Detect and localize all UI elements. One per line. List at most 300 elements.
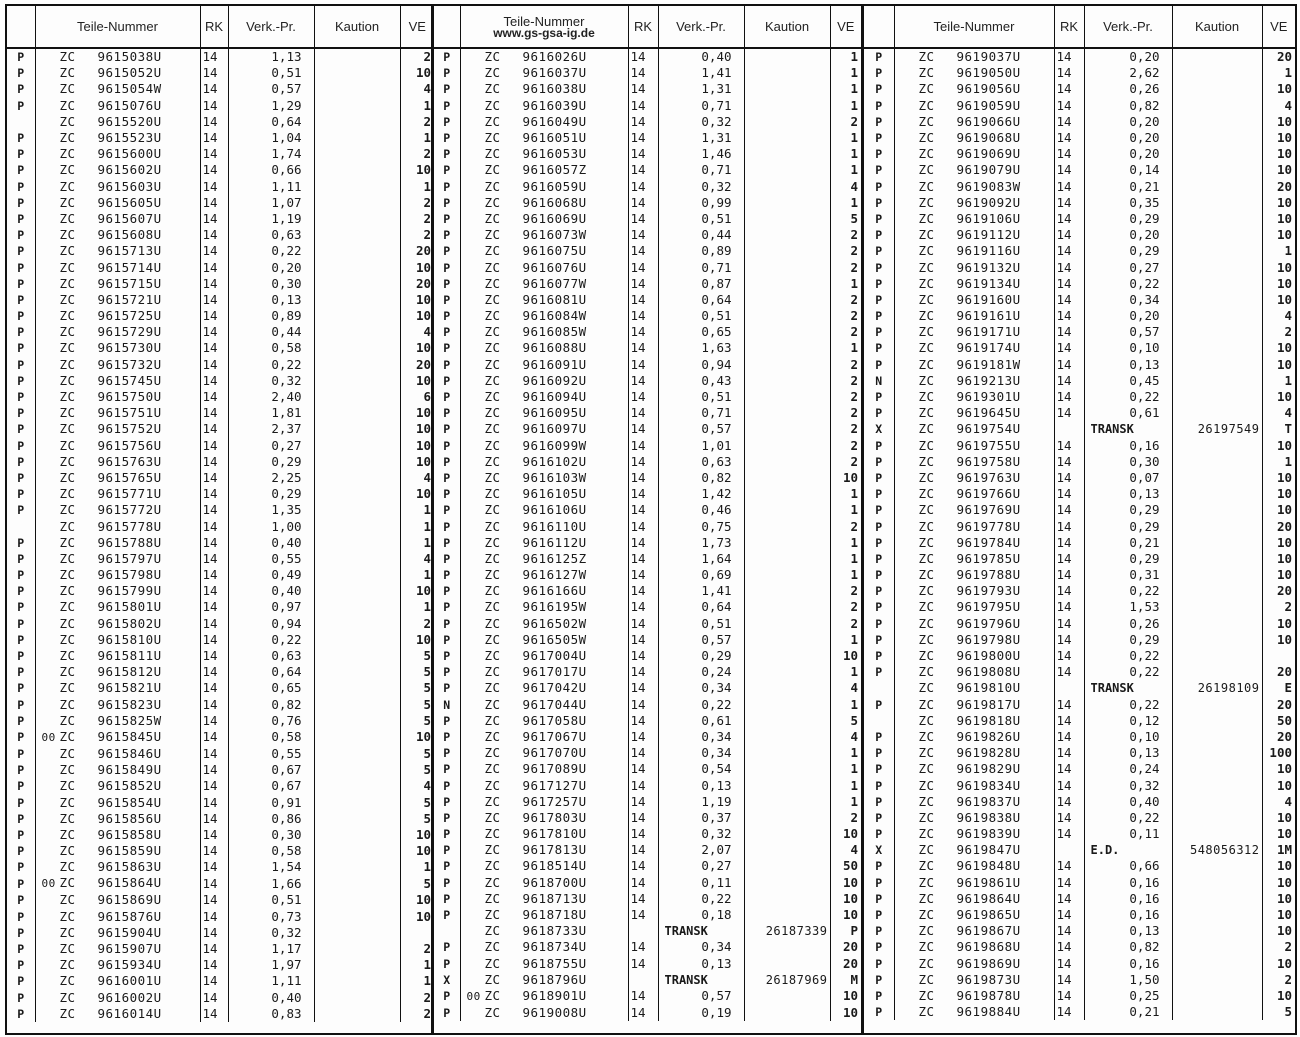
part-number: 9615801U (97, 599, 162, 615)
ve-value: 2 (423, 146, 431, 162)
rk-value: 14 (628, 907, 658, 923)
status-flag: P (434, 211, 460, 227)
price-value: 1,29 (228, 98, 314, 114)
table-row (434, 195, 861, 211)
part-number-cell (460, 454, 628, 470)
part-number-cell (460, 713, 628, 729)
kaution-value (314, 794, 400, 810)
table-row (864, 923, 1295, 939)
price-value: 0,51 (658, 211, 744, 227)
part-number-cell (35, 794, 200, 810)
part-number: 9619810U (956, 680, 1021, 696)
ve-value: 10 (415, 308, 431, 324)
price-value: 0,58 (228, 340, 314, 356)
part-number-cell (894, 777, 1054, 793)
kaution-value (1172, 470, 1262, 486)
part-number: 9617127U (522, 777, 587, 793)
table-row (864, 567, 1295, 583)
rk-value: 14 (628, 745, 658, 761)
price-value: 0,16 (1084, 438, 1172, 454)
status-flag: P (434, 454, 460, 470)
part-number: 9615608U (97, 227, 162, 243)
table-row (7, 794, 434, 810)
table-row (864, 842, 1295, 858)
ve-value: 1 (850, 745, 858, 761)
status-flag: P (434, 794, 460, 810)
part-number-cell (894, 373, 1054, 389)
price-value: 0,10 (1084, 729, 1172, 745)
part-number-cell (35, 259, 200, 275)
part-prefix: 00 (466, 989, 481, 1003)
table-row (7, 179, 434, 195)
part-number-cell (460, 486, 628, 502)
table-row (864, 259, 1295, 275)
ve-value: E (1284, 680, 1292, 696)
part-number: 9619213U (956, 372, 1021, 388)
kaution-value (1172, 826, 1262, 842)
part-number: 9619174U (956, 340, 1021, 356)
kaution-value (314, 308, 400, 324)
part-zc-code: ZC (484, 243, 501, 259)
price-value: 0,20 (1084, 308, 1172, 324)
kaution-value (1172, 891, 1262, 907)
price-value: 2,07 (658, 842, 744, 858)
rk-value: 14 (1054, 907, 1084, 923)
ve-value: 10 (1276, 923, 1292, 939)
status-flag (7, 114, 35, 130)
ve-value: 2 (1284, 939, 1292, 955)
part-number: 9619785U (956, 550, 1021, 566)
price-value: 0,57 (228, 81, 314, 97)
table-row (864, 146, 1295, 162)
rk-value: 14 (200, 680, 228, 696)
part-number: 9618718U (522, 907, 587, 923)
rk-value: 14 (200, 925, 228, 941)
status-flag: P (7, 259, 35, 275)
kaution-value (1172, 357, 1262, 373)
rk-value: 14 (200, 811, 228, 827)
part-number-cell (460, 292, 628, 308)
ve-value: 5 (1284, 1004, 1292, 1020)
part-number-cell (894, 292, 1054, 308)
part-zc-code: ZC (918, 340, 935, 356)
table-row (864, 632, 1295, 648)
kaution-value (1172, 939, 1262, 955)
header-row (434, 6, 861, 48)
part-zc-code: ZC (918, 890, 935, 906)
rk-value: 14 (1054, 470, 1084, 486)
status-flag: P (434, 259, 460, 275)
status-flag: P (434, 745, 460, 761)
rk-value: 14 (628, 162, 658, 178)
status-flag: P (7, 583, 35, 599)
part-number: 9615859U (97, 843, 162, 859)
status-flag (434, 923, 460, 939)
part-number-cell (894, 389, 1054, 405)
status-flag: P (864, 972, 894, 988)
status-flag: P (7, 405, 35, 421)
price-value: 0,67 (228, 778, 314, 794)
rk-value: 14 (200, 892, 228, 908)
rk-value: 14 (200, 599, 228, 615)
rk-value: 14 (628, 567, 658, 583)
part-number: 9619829U (956, 761, 1021, 777)
part-number-cell (894, 276, 1054, 292)
table-row (434, 502, 861, 518)
table-row (864, 324, 1295, 340)
kaution-value (744, 988, 830, 1005)
part-number-cell (460, 697, 628, 713)
kaution-value (1172, 664, 1262, 680)
price-value: 1,41 (658, 583, 744, 599)
part-number: 9619867U (956, 923, 1021, 939)
rk-value: 14 (628, 130, 658, 146)
ve-value: 10 (1276, 227, 1292, 243)
table-row (7, 599, 434, 615)
part-number: 9619161U (956, 308, 1021, 324)
table-row (864, 583, 1295, 599)
part-number-cell (35, 990, 200, 1006)
table-row (7, 941, 434, 957)
kaution-value (314, 909, 400, 925)
table-row (864, 1004, 1295, 1020)
price-value: 0,13 (658, 777, 744, 793)
status-flag: P (434, 340, 460, 356)
table-row (864, 211, 1295, 227)
price-value: 0,97 (228, 599, 314, 615)
status-flag: P (7, 243, 35, 259)
part-number-cell (460, 680, 628, 696)
header-flag (434, 6, 460, 48)
table-row (864, 470, 1295, 486)
ve-value: 1 (850, 130, 858, 146)
part-number-cell (894, 891, 1054, 907)
price-value: 0,13 (658, 956, 744, 972)
part-zc-code: ZC (484, 178, 501, 194)
part-zc-code: ZC (918, 987, 935, 1003)
price-value: 0,34 (658, 745, 744, 761)
status-flag: P (7, 746, 35, 762)
part-number: 9615812U (97, 664, 162, 680)
rk-value: 14 (1054, 891, 1084, 907)
part-zc-code: ZC (59, 486, 76, 502)
table-row (864, 357, 1295, 373)
rk-value: 14 (200, 98, 228, 114)
price-value: 0,21 (1084, 179, 1172, 195)
part-number: 9615797U (97, 550, 162, 566)
price-value: 0,22 (1084, 389, 1172, 405)
table-row (864, 179, 1295, 195)
part-zc-code: ZC (918, 308, 935, 324)
kaution-value (1172, 745, 1262, 761)
part-zc-code: ZC (918, 809, 935, 825)
part-zc-code: ZC (918, 81, 935, 97)
part-zc-code: ZC (59, 1005, 76, 1021)
part-number-cell (894, 842, 1054, 858)
ve-value: 1M (1276, 842, 1292, 858)
part-number-cell (460, 648, 628, 664)
table-row (864, 875, 1295, 891)
part-zc-code: ZC (918, 728, 935, 744)
kaution-value (314, 616, 400, 632)
kaution-value (744, 389, 830, 405)
rk-value: 14 (1054, 130, 1084, 146)
part-number: 9619050U (956, 65, 1021, 81)
status-flag: P (7, 1006, 35, 1022)
part-zc-code: ZC (484, 907, 501, 923)
header-rk: RK (1054, 6, 1084, 48)
part-number: 9615600U (97, 146, 162, 162)
part-zc-code: ZC (59, 275, 76, 291)
ve-value: 2 (850, 583, 858, 599)
part-number: 9616075U (522, 243, 587, 259)
ve-value: 1 (423, 97, 431, 113)
ve-value: 10 (1276, 631, 1292, 647)
kaution-value (314, 98, 400, 114)
price-value: 0,51 (228, 65, 314, 81)
rk-value: 14 (1054, 179, 1084, 195)
status-flag: P (7, 909, 35, 925)
part-zc-code: ZC (484, 356, 501, 372)
ve-value: 10 (415, 892, 431, 908)
rk-value: 14 (200, 389, 228, 405)
table-row (7, 1006, 434, 1022)
table-row (7, 340, 434, 356)
ve-value: 10 (842, 1004, 858, 1020)
status-flag: P (864, 48, 894, 65)
rk-value: 14 (628, 405, 658, 421)
part-number-cell (35, 195, 200, 211)
table-body (864, 48, 1295, 1020)
ve-value: 2 (423, 49, 431, 65)
kaution-value (744, 648, 830, 664)
status-flag: P (434, 583, 460, 599)
part-zc-code: ZC (918, 97, 935, 113)
status-flag: P (864, 276, 894, 292)
part-number-cell (35, 535, 200, 551)
part-zc-code: ZC (918, 923, 935, 939)
status-flag: P (864, 502, 894, 518)
rk-value: 14 (200, 697, 228, 713)
status-flag: P (434, 875, 460, 891)
part-number: 9616125Z (522, 550, 587, 566)
part-zc-code: ZC (918, 696, 935, 712)
status-flag: P (434, 292, 460, 308)
ve-value: 10 (415, 291, 431, 307)
part-zc-code: ZC (484, 113, 501, 129)
table-row (434, 162, 861, 178)
part-number-cell (460, 518, 628, 534)
part-zc-code: ZC (59, 518, 76, 534)
price-value: 0,91 (228, 794, 314, 810)
part-number-cell (460, 729, 628, 745)
price-value: 0,34 (658, 680, 744, 696)
part-number: 9618734U (522, 939, 587, 955)
part-zc-code: ZC (484, 971, 501, 987)
table-row (864, 98, 1295, 114)
part-number: 9616505W (522, 631, 587, 647)
table-row (864, 648, 1295, 664)
section-1 (7, 6, 434, 1033)
ve-value: 2 (850, 421, 858, 437)
rk-value: 14 (200, 746, 228, 762)
kaution-value (1172, 794, 1262, 810)
ve-value: 20 (415, 243, 431, 259)
status-flag: P (7, 957, 35, 973)
price-value: 0,55 (228, 746, 314, 762)
status-flag: P (7, 729, 35, 746)
status-flag: P (7, 421, 35, 437)
ve-value: 10 (1276, 291, 1292, 307)
status-flag: P (7, 81, 35, 97)
part-number: 9615725U (97, 308, 162, 324)
part-number-cell (35, 373, 200, 389)
ve-value: 1 (850, 97, 858, 113)
rk-value: 14 (1054, 810, 1084, 826)
ve-value: 2 (850, 599, 858, 615)
status-flag: P (7, 308, 35, 324)
part-zc-code: ZC (918, 664, 935, 680)
part-zc-code: ZC (484, 745, 501, 761)
part-zc-code: ZC (484, 696, 501, 712)
price-value: 0,22 (1084, 810, 1172, 826)
status-flag: P (864, 761, 894, 777)
price-value: 0,57 (658, 632, 744, 648)
part-zc-code: ZC (484, 648, 501, 664)
part-number: 9615605U (97, 194, 162, 210)
price-value: 1,41 (658, 65, 744, 81)
part-number-cell (460, 308, 628, 324)
part-number: 9617017U (522, 664, 587, 680)
rk-value: 14 (200, 551, 228, 567)
price-value: 0,22 (1084, 664, 1172, 680)
part-number-cell (894, 98, 1054, 114)
table-row (7, 373, 434, 389)
table-row (434, 357, 861, 373)
part-zc-code: ZC (918, 389, 935, 405)
part-number: 9615730U (97, 340, 162, 356)
part-number: 9616049U (522, 113, 587, 129)
ve-value: 10 (1276, 356, 1292, 372)
table-row (434, 761, 861, 777)
ve-value: 10 (1276, 469, 1292, 485)
status-flag: P (7, 324, 35, 340)
ve-value: 10 (1276, 210, 1292, 226)
status-flag: P (434, 308, 460, 324)
part-prefix: 00 (41, 730, 56, 744)
part-number: 9616502W (522, 615, 587, 631)
part-number-cell (460, 438, 628, 454)
table-row (864, 664, 1295, 680)
part-zc-code: ZC (918, 324, 935, 340)
rk-value: 14 (1054, 195, 1084, 211)
part-number-cell (894, 745, 1054, 761)
part-zc-code: ZC (59, 389, 76, 405)
price-value: 0,16 (1084, 956, 1172, 972)
table-row (434, 81, 861, 97)
table-row (7, 389, 434, 405)
ve-value: 10 (1276, 130, 1292, 146)
part-zc-code: ZC (59, 194, 76, 210)
part-number-cell (460, 195, 628, 211)
part-number: 9615602U (97, 162, 162, 178)
part-zc-code: ZC (918, 567, 935, 583)
rk-value: 14 (628, 939, 658, 955)
price-value: 0,51 (228, 892, 314, 908)
status-flag: P (7, 227, 35, 243)
price-value: 0,24 (1084, 761, 1172, 777)
part-number-cell (35, 179, 200, 195)
kaution-value (744, 939, 830, 955)
part-number-cell (460, 794, 628, 810)
part-number: 9619847U (956, 842, 1021, 858)
ve-value: 10 (1276, 194, 1292, 210)
kaution-value (1172, 340, 1262, 356)
rk-value: 14 (628, 794, 658, 810)
table-row (7, 892, 434, 908)
part-number: 9615788U (97, 534, 162, 550)
table-row (7, 421, 434, 437)
kaution-value (744, 810, 830, 826)
table-row (864, 956, 1295, 972)
kaution-value (744, 761, 830, 777)
part-number-cell (460, 324, 628, 340)
ve-value: 20 (415, 275, 431, 291)
part-zc-code: ZC (59, 437, 76, 453)
part-number-cell (35, 243, 200, 259)
status-flag: P (864, 907, 894, 923)
ve-value: 4 (423, 778, 431, 794)
part-zc-code: ZC (484, 421, 501, 437)
kaution-value (1172, 535, 1262, 551)
part-number: 9619826U (956, 728, 1021, 744)
rk-value: 14 (628, 502, 658, 518)
rk-value: 14 (1054, 98, 1084, 114)
part-number: 9616091U (522, 356, 587, 372)
status-flag: P (7, 146, 35, 162)
kaution-value (1172, 162, 1262, 178)
part-number-cell (894, 114, 1054, 130)
part-number: 9616105U (522, 486, 587, 502)
price-value: 1,01 (658, 438, 744, 454)
status-flag: P (434, 810, 460, 826)
kaution-value (1172, 48, 1262, 65)
table-row (7, 616, 434, 632)
kaution-value (1172, 923, 1262, 939)
rk-value: 14 (1054, 81, 1084, 97)
status-flag: P (7, 925, 35, 941)
price-value: 0,16 (1084, 891, 1172, 907)
kaution-value (314, 664, 400, 680)
table-row (7, 130, 434, 146)
status-flag: P (864, 826, 894, 842)
rk-value: 14 (200, 794, 228, 810)
table-row (864, 616, 1295, 632)
ve-value: 5 (423, 794, 431, 810)
part-number-cell (894, 761, 1054, 777)
part-number: 9615729U (97, 324, 162, 340)
status-flag: P (864, 794, 894, 810)
table-row (7, 292, 434, 308)
part-number-cell (35, 438, 200, 454)
table-row (434, 292, 861, 308)
ve-value: 2 (850, 453, 858, 469)
kaution-value (314, 925, 400, 941)
part-number: 9616039U (522, 97, 587, 113)
part-number: 9617070U (522, 745, 587, 761)
part-zc-code: ZC (59, 778, 76, 794)
status-flag: P (864, 518, 894, 534)
